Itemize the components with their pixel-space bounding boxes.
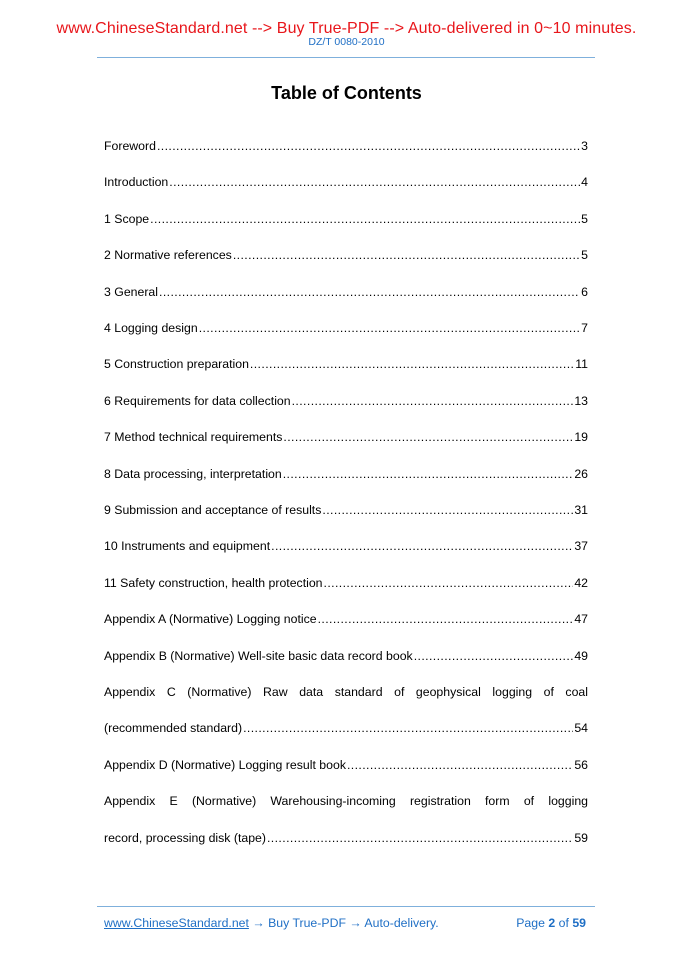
- toc-entry-page: 11: [575, 357, 588, 372]
- document-code: DZ/T 0080-2010: [308, 36, 385, 48]
- leader-dots: [283, 465, 574, 483]
- toc-entry-label: Appendix A (Normative) Logging notice: [104, 612, 317, 627]
- toc-entry[interactable]: [104, 246, 588, 264]
- toc-entry-page: 42: [574, 575, 588, 590]
- leader-dots: [271, 537, 573, 555]
- toc-entry-label: Appendix D (Normative) Logging result book: [104, 757, 346, 772]
- toc-entry-label: Foreword: [104, 139, 156, 153]
- leader-dots: [199, 319, 580, 337]
- footer-delivery-text: Auto-delivery.: [364, 916, 439, 930]
- toc-entry[interactable]: [104, 756, 588, 774]
- footer-divider: [97, 906, 595, 907]
- footer-buy-text: Buy True-PDF: [268, 916, 346, 930]
- leader-dots: [318, 610, 574, 628]
- page-title: Table of Contents: [271, 83, 422, 103]
- toc-entry[interactable]: [104, 137, 588, 155]
- toc-entry[interactable]: [104, 355, 588, 373]
- toc-entry[interactable]: [104, 647, 588, 665]
- toc-entry-page: 59: [574, 830, 588, 845]
- leader-dots: [243, 719, 573, 737]
- leader-dots: [324, 574, 574, 592]
- toc-entry-page: 7: [581, 321, 588, 335]
- toc-entry[interactable]: [104, 283, 588, 301]
- toc-entry-label: 11 Safety construction, health protection: [104, 575, 323, 590]
- leader-dots: [233, 246, 580, 264]
- footer-links: [104, 916, 439, 930]
- toc-entry-page: 56: [574, 757, 588, 772]
- leader-dots: [414, 647, 574, 665]
- leader-dots: [159, 283, 580, 301]
- toc-entry-label: Introduction: [104, 175, 169, 190]
- toc-entry[interactable]: [104, 537, 588, 555]
- toc-entry-label: 3 General: [104, 284, 159, 299]
- toc-entry[interactable]: [104, 173, 588, 191]
- toc-entry-label: 2 Normative references: [104, 248, 232, 263]
- page-word: Page: [516, 916, 545, 930]
- leader-dots: [347, 756, 573, 774]
- toc-entry-page: 54: [574, 721, 588, 736]
- toc-entry-label: record, processing disk (tape): [104, 830, 266, 845]
- leader-dots: [250, 355, 574, 373]
- top-banner[interactable]: www.ChineseStandard.net --> Buy True-PDF --> Auto-delivered in 0~10 minutes.: [56, 20, 637, 37]
- toc-entry-page: 6: [581, 284, 588, 299]
- footer-site-link[interactable]: www.ChineseStandard.net: [104, 916, 249, 930]
- toc-entry[interactable]: [104, 574, 588, 592]
- toc-entry[interactable]: [104, 392, 588, 410]
- toc-entry-label: 1 Scope: [104, 211, 150, 226]
- arrow-icon: →: [345, 916, 365, 930]
- toc-entry-page: 49: [574, 648, 588, 663]
- toc-entry-label: 4 Logging design: [104, 321, 198, 335]
- toc-entry-page: 37: [574, 539, 588, 554]
- toc-entry-page: 47: [574, 612, 588, 627]
- toc-entry[interactable]: [104, 719, 588, 737]
- toc-entry[interactable]: [104, 319, 588, 337]
- toc-entry-page: 4: [581, 175, 588, 190]
- of-word: of: [558, 916, 569, 930]
- toc-entry-label: 10 Instruments and equipment: [104, 539, 271, 554]
- toc-entry[interactable]: [104, 501, 588, 519]
- toc-entry[interactable]: [104, 210, 588, 228]
- leader-dots: [322, 501, 573, 519]
- toc-entry-label: 9 Submission and acceptance of results: [104, 503, 322, 517]
- toc-entry-page: 26: [574, 466, 588, 481]
- toc-entry-label: (recommended standard): [104, 721, 243, 736]
- toc-entry-page: 13: [574, 393, 588, 408]
- toc-entry-page: 19: [574, 430, 588, 445]
- toc-entry-page: 3: [581, 139, 588, 153]
- leader-dots: [267, 829, 573, 847]
- toc-entry-label: 8 Data processing, interpretation: [104, 466, 282, 481]
- toc-entry[interactable]: [104, 428, 588, 446]
- toc-entry-first-line[interactable]: Appendix C (Normative) Raw data standard of geophysical logging of coal: [104, 685, 588, 699]
- toc-entry-label: 5 Construction preparation: [104, 357, 249, 372]
- toc-entry-first-line[interactable]: Appendix E (Normative) Warehousing-incoming registration form of logging: [104, 794, 588, 809]
- page-indicator: [516, 916, 586, 930]
- header-divider: [97, 57, 595, 58]
- toc-entry-label: Appendix B (Normative) Well-site basic data record book: [104, 648, 413, 663]
- leader-dots: [169, 173, 580, 191]
- total-pages-number: 59: [572, 916, 586, 930]
- toc-entry[interactable]: [104, 465, 588, 483]
- toc-entry-label: 6 Requirements for data collection: [104, 393, 291, 408]
- toc-entry[interactable]: [104, 610, 588, 628]
- toc-entry[interactable]: [104, 829, 588, 847]
- leader-dots: [283, 428, 573, 446]
- arrow-icon: →: [248, 916, 269, 930]
- toc-entry-page: 5: [581, 248, 588, 263]
- toc-entry-page: 5: [581, 211, 588, 226]
- current-page-number: 2: [548, 916, 556, 930]
- toc-entry-label: 7 Method technical requirements: [104, 430, 283, 445]
- leader-dots: [292, 392, 574, 410]
- leader-dots: [150, 210, 580, 228]
- leader-dots: [157, 137, 580, 155]
- toc-entry-page: 31: [574, 503, 588, 517]
